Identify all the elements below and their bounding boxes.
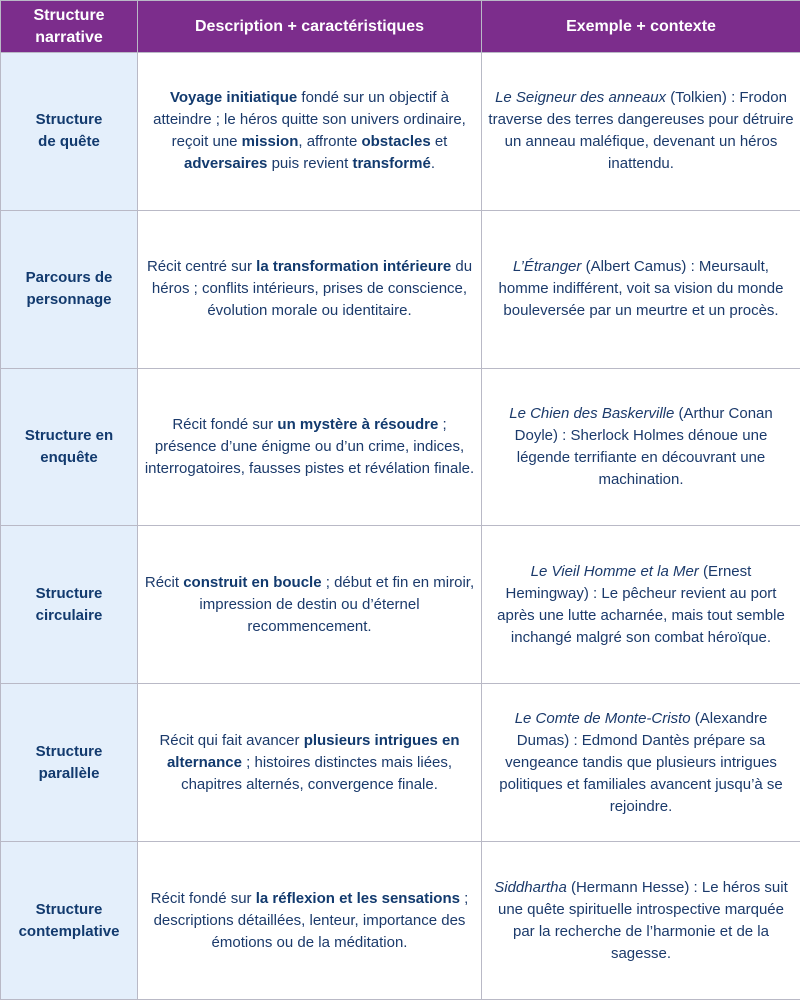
table-row xyxy=(1,526,800,684)
table-row xyxy=(1,368,800,526)
description-text: . xyxy=(430,155,435,173)
header-example: Exemple + contexte xyxy=(482,1,800,53)
row-example xyxy=(482,526,800,684)
row-example xyxy=(482,842,800,1000)
description-text: et xyxy=(430,133,448,151)
row-structure-name xyxy=(1,53,138,211)
description-keyword: adversaires xyxy=(184,155,268,173)
description-text: puis revient xyxy=(267,155,353,173)
row-structure-name xyxy=(1,684,138,842)
row-example xyxy=(482,684,800,842)
example-text: (Arthur Conan Doyle) : Sherlock Holmes dénoue une légende terrifiante en découvrant une machination. xyxy=(514,405,773,489)
structure-name-line: circulaire xyxy=(35,606,103,624)
description-text: , affronte xyxy=(298,133,362,151)
row-description xyxy=(138,210,482,368)
table-row xyxy=(1,842,800,1000)
description-text: du héros ; conflits intérieurs, prises de conscience, évolution morale ou identitaire. xyxy=(151,258,473,320)
description-text: ; présence d’une énigme ou d’un crime, indices, interrogatoires, fausses pistes et révélation finale. xyxy=(144,416,475,478)
table-body xyxy=(1,53,800,1000)
description-text: ; histoires distinctes mais liées, chapitres alternés, convergence finale. xyxy=(181,753,453,793)
table-row xyxy=(1,210,800,368)
table-row xyxy=(1,53,800,211)
row-example xyxy=(482,368,800,526)
row-structure-name xyxy=(1,210,138,368)
row-structure-name xyxy=(1,368,138,526)
example-text: (Ernest Hemingway) : Le pêcheur revient au port après une lutte acharnée, mais tout semble inchangé malgré son combat héroïque. xyxy=(497,562,785,646)
structure-name-line: enquête xyxy=(40,449,98,467)
description-text: ; début et fin en miroir, impression de destin ou d’éternel recommencement. xyxy=(199,573,475,635)
description-keyword: plusieurs intrigues en alternance xyxy=(166,731,460,771)
example-book-title: Le Comte de Monte-Cristo xyxy=(514,709,691,727)
row-description xyxy=(138,842,482,1000)
header-row xyxy=(1,1,800,53)
description-keyword: obstacles xyxy=(361,133,431,151)
structure-name-line: Structure xyxy=(35,584,103,602)
structure-name-line: contemplative xyxy=(18,922,120,940)
description-keyword: la réflexion et les sensations xyxy=(255,889,460,907)
example-book-title: L’Étranger xyxy=(513,258,582,276)
description-keyword: transformé xyxy=(352,155,431,173)
row-description xyxy=(138,526,482,684)
description-text: Récit xyxy=(144,573,184,591)
example-text: (Hermann Hesse) : Le héros suit une quête spirituelle introspective marquée par la recherche de l’harmonie et de la sagesse. xyxy=(497,878,788,962)
description-text: Récit fondé sur xyxy=(150,889,256,907)
example-text: (Tolkien) : Frodon traverse des terres dangereuses pour détruire un anneau maléfique, devenant un héros inattendu. xyxy=(488,89,794,173)
header-structure: Structure narrative xyxy=(1,1,138,53)
description-text: fondé sur un objectif à atteindre ; le héros quitte son univers ordinaire, reçoit une xyxy=(153,89,466,151)
table-row xyxy=(1,684,800,842)
structure-name-line: parallèle xyxy=(38,764,100,782)
row-structure-name xyxy=(1,526,138,684)
header-description: Description + caractéristiques xyxy=(138,1,482,53)
structure-name-line: de quête xyxy=(38,133,100,151)
structure-name-line: Structure en xyxy=(24,427,114,445)
description-keyword: un mystère à résoudre xyxy=(277,416,439,434)
row-description xyxy=(138,368,482,526)
description-text: Récit qui fait avancer xyxy=(159,731,304,749)
example-book-title: Le Vieil Homme et la Mer xyxy=(530,562,699,580)
example-book-title: Siddhartha xyxy=(494,878,567,896)
example-text: (Alexandre Dumas) : Edmond Dantès prépare sa vengeance tandis que plusieurs intrigues politiques et familiales avancent jusqu’à se rejoindre. xyxy=(499,709,783,815)
structure-name-line: Structure xyxy=(35,111,103,129)
description-text: Récit fondé sur xyxy=(172,416,278,434)
description-text: ; descriptions détaillées, lenteur, importance des émotions ou de la méditation. xyxy=(153,889,469,951)
structure-name-line: personnage xyxy=(26,291,112,309)
row-example xyxy=(482,210,800,368)
example-book-title: Le Chien des Baskerville xyxy=(509,405,675,423)
structure-name-line: Structure xyxy=(35,742,103,760)
description-keyword: Voyage initiatique xyxy=(169,89,298,107)
table-header xyxy=(1,1,800,53)
example-text: (Albert Camus) : Meursault, homme indifférent, voit sa vision du monde bouleversée par un meurtre et un procès. xyxy=(498,258,784,320)
row-description xyxy=(138,684,482,842)
structure-name-line: Structure xyxy=(35,900,103,918)
row-example xyxy=(482,53,800,211)
description-keyword: la transformation intérieure xyxy=(256,258,452,276)
example-book-title: Le Seigneur des anneaux xyxy=(495,89,667,107)
structure-name-line: Parcours de xyxy=(25,269,113,287)
description-keyword: mission xyxy=(241,133,299,151)
description-text: Récit centré sur xyxy=(146,258,257,276)
row-description xyxy=(138,53,482,211)
row-structure-name xyxy=(1,842,138,1000)
description-keyword: construit en boucle xyxy=(183,573,322,591)
